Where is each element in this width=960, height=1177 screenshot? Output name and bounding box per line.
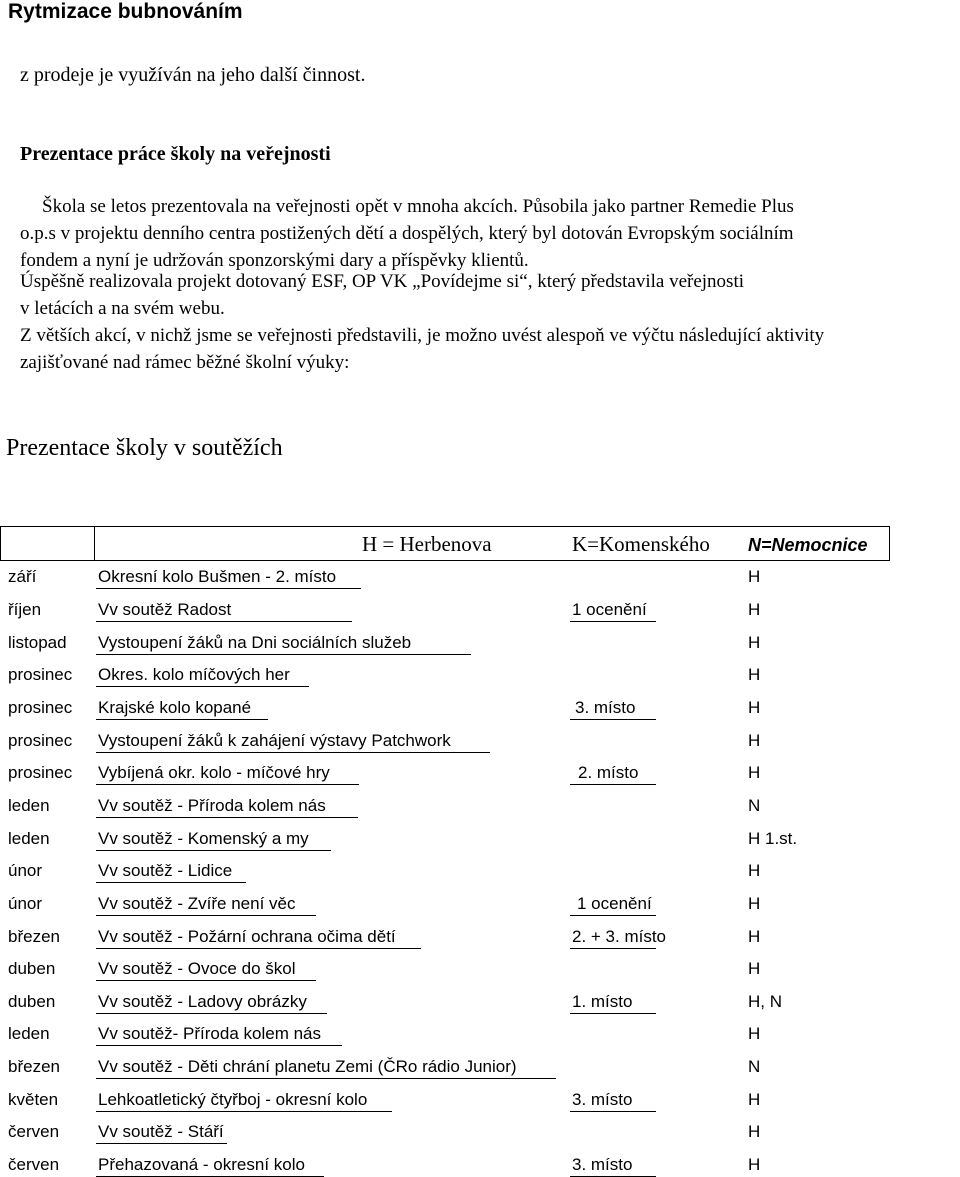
event-underline bbox=[96, 980, 316, 981]
row-school: N bbox=[748, 1057, 761, 1076]
table-header-bottom-border bbox=[0, 560, 890, 561]
event-underline bbox=[96, 1078, 556, 1079]
row-school: H bbox=[748, 567, 761, 586]
result-underline bbox=[570, 948, 656, 949]
section-heading-competitions: Prezentace školy v soutěžích bbox=[6, 435, 283, 461]
event-underline bbox=[96, 882, 246, 883]
row-month: prosinec bbox=[8, 763, 73, 782]
event-underline bbox=[96, 1045, 342, 1046]
row-school: H bbox=[748, 633, 761, 652]
event-underline bbox=[96, 719, 268, 720]
row-month: únor bbox=[8, 861, 43, 880]
row-school: H bbox=[748, 698, 761, 717]
row-month: duben bbox=[8, 959, 56, 978]
row-month: listopad bbox=[8, 633, 67, 652]
row-school: H bbox=[748, 1122, 761, 1141]
row-month: březen bbox=[8, 1057, 60, 1076]
row-school: H bbox=[748, 861, 761, 880]
table-top-border bbox=[0, 526, 890, 527]
event-underline bbox=[96, 654, 471, 655]
row-event: Vybíjená okr. kolo - míčové hry bbox=[98, 763, 330, 782]
row-school: H bbox=[748, 894, 761, 913]
row-month: září bbox=[8, 567, 37, 586]
row-event: Vv soutěž - Zvíře není věc bbox=[98, 894, 296, 913]
event-underline bbox=[96, 752, 490, 753]
paragraph-line: Škola se letos prezentovala na veřejnosti opět v mnoha akcích. Působila jako partner Remedie Plus bbox=[42, 196, 794, 217]
row-school: H bbox=[748, 600, 761, 619]
legend-komenskeho: K=Komenského bbox=[572, 532, 710, 556]
row-school: H bbox=[748, 959, 761, 978]
result-underline bbox=[570, 784, 656, 785]
row-event: Vv soutěž - Lidice bbox=[98, 861, 233, 880]
row-result: 1 ocenění bbox=[572, 600, 647, 619]
row-month: leden bbox=[8, 796, 50, 815]
row-month: prosinec bbox=[8, 665, 73, 684]
page-header-title: Rytmizace bubnováním bbox=[8, 0, 243, 23]
result-underline bbox=[570, 719, 656, 720]
row-event: Vv soutěž - Ladovy obrázky bbox=[98, 992, 307, 1011]
paragraph-line: fondem a nyní je udržován sponzorskými dary a příspěvky klientů. bbox=[20, 250, 529, 271]
row-month: leden bbox=[8, 829, 50, 848]
event-underline bbox=[96, 817, 358, 818]
row-school: H bbox=[748, 763, 761, 782]
row-event: Přehazovaná - okresní kolo bbox=[98, 1155, 305, 1174]
row-result: 1 ocenění bbox=[577, 894, 652, 913]
row-school: N bbox=[748, 796, 761, 815]
row-month: leden bbox=[8, 1024, 50, 1043]
event-underline bbox=[96, 621, 352, 622]
row-event: Vv soutěž - Požární ochrana očima dětí bbox=[98, 927, 396, 946]
paragraph-line: Úspěšně realizovala projekt dotovaný ESF, OP VK „Povídejme si“, který představila veřejnosti bbox=[20, 271, 745, 292]
event-underline bbox=[96, 948, 421, 949]
row-event: Vv soutěž - Ovoce do škol bbox=[98, 959, 296, 978]
legend-herbenova: H = Herbenova bbox=[362, 532, 492, 556]
row-event: Vystoupení žáků k zahájení výstavy Patchwork bbox=[98, 731, 451, 750]
row-result: 3. místo bbox=[572, 1090, 633, 1109]
row-month: duben bbox=[8, 992, 56, 1011]
event-underline bbox=[96, 588, 361, 589]
paragraph-line: o.p.s v projektu denního centra postižených dětí a dospělých, který byl dotován Evropským sociálním bbox=[20, 223, 794, 244]
row-school: H, N bbox=[748, 992, 782, 1011]
row-result: 2. místo bbox=[578, 763, 639, 782]
event-underline bbox=[96, 1013, 327, 1014]
event-underline bbox=[96, 686, 309, 687]
row-result: 1. místo bbox=[572, 992, 633, 1011]
paragraph-line: Z větších akcí, v nichž jsme se veřejnosti představili, je možno uvést alespoň ve výčtu následující aktivity bbox=[20, 325, 825, 346]
row-month: říjen bbox=[8, 600, 42, 619]
event-underline bbox=[96, 915, 316, 916]
row-event: Vv soutěž - Děti chrání planetu Zemi (ČRo rádio Junior) bbox=[98, 1057, 517, 1076]
row-school: H bbox=[748, 927, 761, 946]
row-event: Lehkoatletický čtyřboj - okresní kolo bbox=[98, 1090, 368, 1109]
row-month: červen bbox=[8, 1122, 60, 1141]
row-school: H bbox=[748, 731, 761, 750]
row-event: Okres. kolo míčových her bbox=[98, 665, 290, 684]
paragraph-line: zajišťované nad rámec běžné školní výuky: bbox=[20, 352, 350, 373]
row-school: H bbox=[748, 1155, 761, 1174]
row-month: prosinec bbox=[8, 731, 73, 750]
table-left-border bbox=[0, 526, 1, 561]
row-month: březen bbox=[8, 927, 60, 946]
row-month: červen bbox=[8, 1155, 60, 1174]
event-underline bbox=[96, 850, 331, 851]
row-result: 2. + 3. místo bbox=[572, 927, 667, 946]
row-event: Vv soutěž - Příroda kolem nás bbox=[98, 796, 326, 815]
event-underline bbox=[96, 1111, 392, 1112]
row-event: Okresní kolo Bušmen - 2. místo bbox=[98, 567, 337, 586]
row-event: Vv soutěž - Stáří bbox=[98, 1122, 224, 1141]
row-month: prosinec bbox=[8, 698, 73, 717]
row-event: Vv soutěž Radost bbox=[98, 600, 232, 619]
legend-nemocnice: N=Nemocnice bbox=[748, 535, 868, 555]
row-result: 3. místo bbox=[575, 698, 636, 717]
row-school: H 1.st. bbox=[748, 829, 798, 848]
row-event: Krajské kolo kopané bbox=[98, 698, 252, 717]
table-right-border bbox=[889, 526, 890, 561]
result-underline bbox=[570, 1111, 656, 1112]
table-column-divider bbox=[94, 526, 95, 561]
result-underline bbox=[570, 1013, 656, 1014]
intro-text: z prodeje je využíván na jeho další činnost. bbox=[20, 64, 366, 86]
row-result: 3. místo bbox=[572, 1155, 633, 1174]
paragraph-line: v letácích a na svém webu. bbox=[20, 298, 225, 319]
event-underline bbox=[96, 784, 359, 785]
row-month: květen bbox=[8, 1090, 59, 1109]
row-school: H bbox=[748, 1090, 761, 1109]
row-event: Vv soutěž - Komenský a my bbox=[98, 829, 309, 848]
row-month: únor bbox=[8, 894, 43, 913]
result-underline bbox=[570, 915, 656, 916]
row-event: Vystoupení žáků na Dni sociálních služeb bbox=[98, 633, 412, 652]
row-school: H bbox=[748, 1024, 761, 1043]
event-underline bbox=[96, 1143, 227, 1144]
section-heading-public-presentation: Prezentace práce školy na veřejnosti bbox=[20, 143, 331, 165]
row-event: Vv soutěž- Příroda kolem nás bbox=[98, 1024, 321, 1043]
result-underline bbox=[570, 621, 656, 622]
row-school: H bbox=[748, 665, 761, 684]
